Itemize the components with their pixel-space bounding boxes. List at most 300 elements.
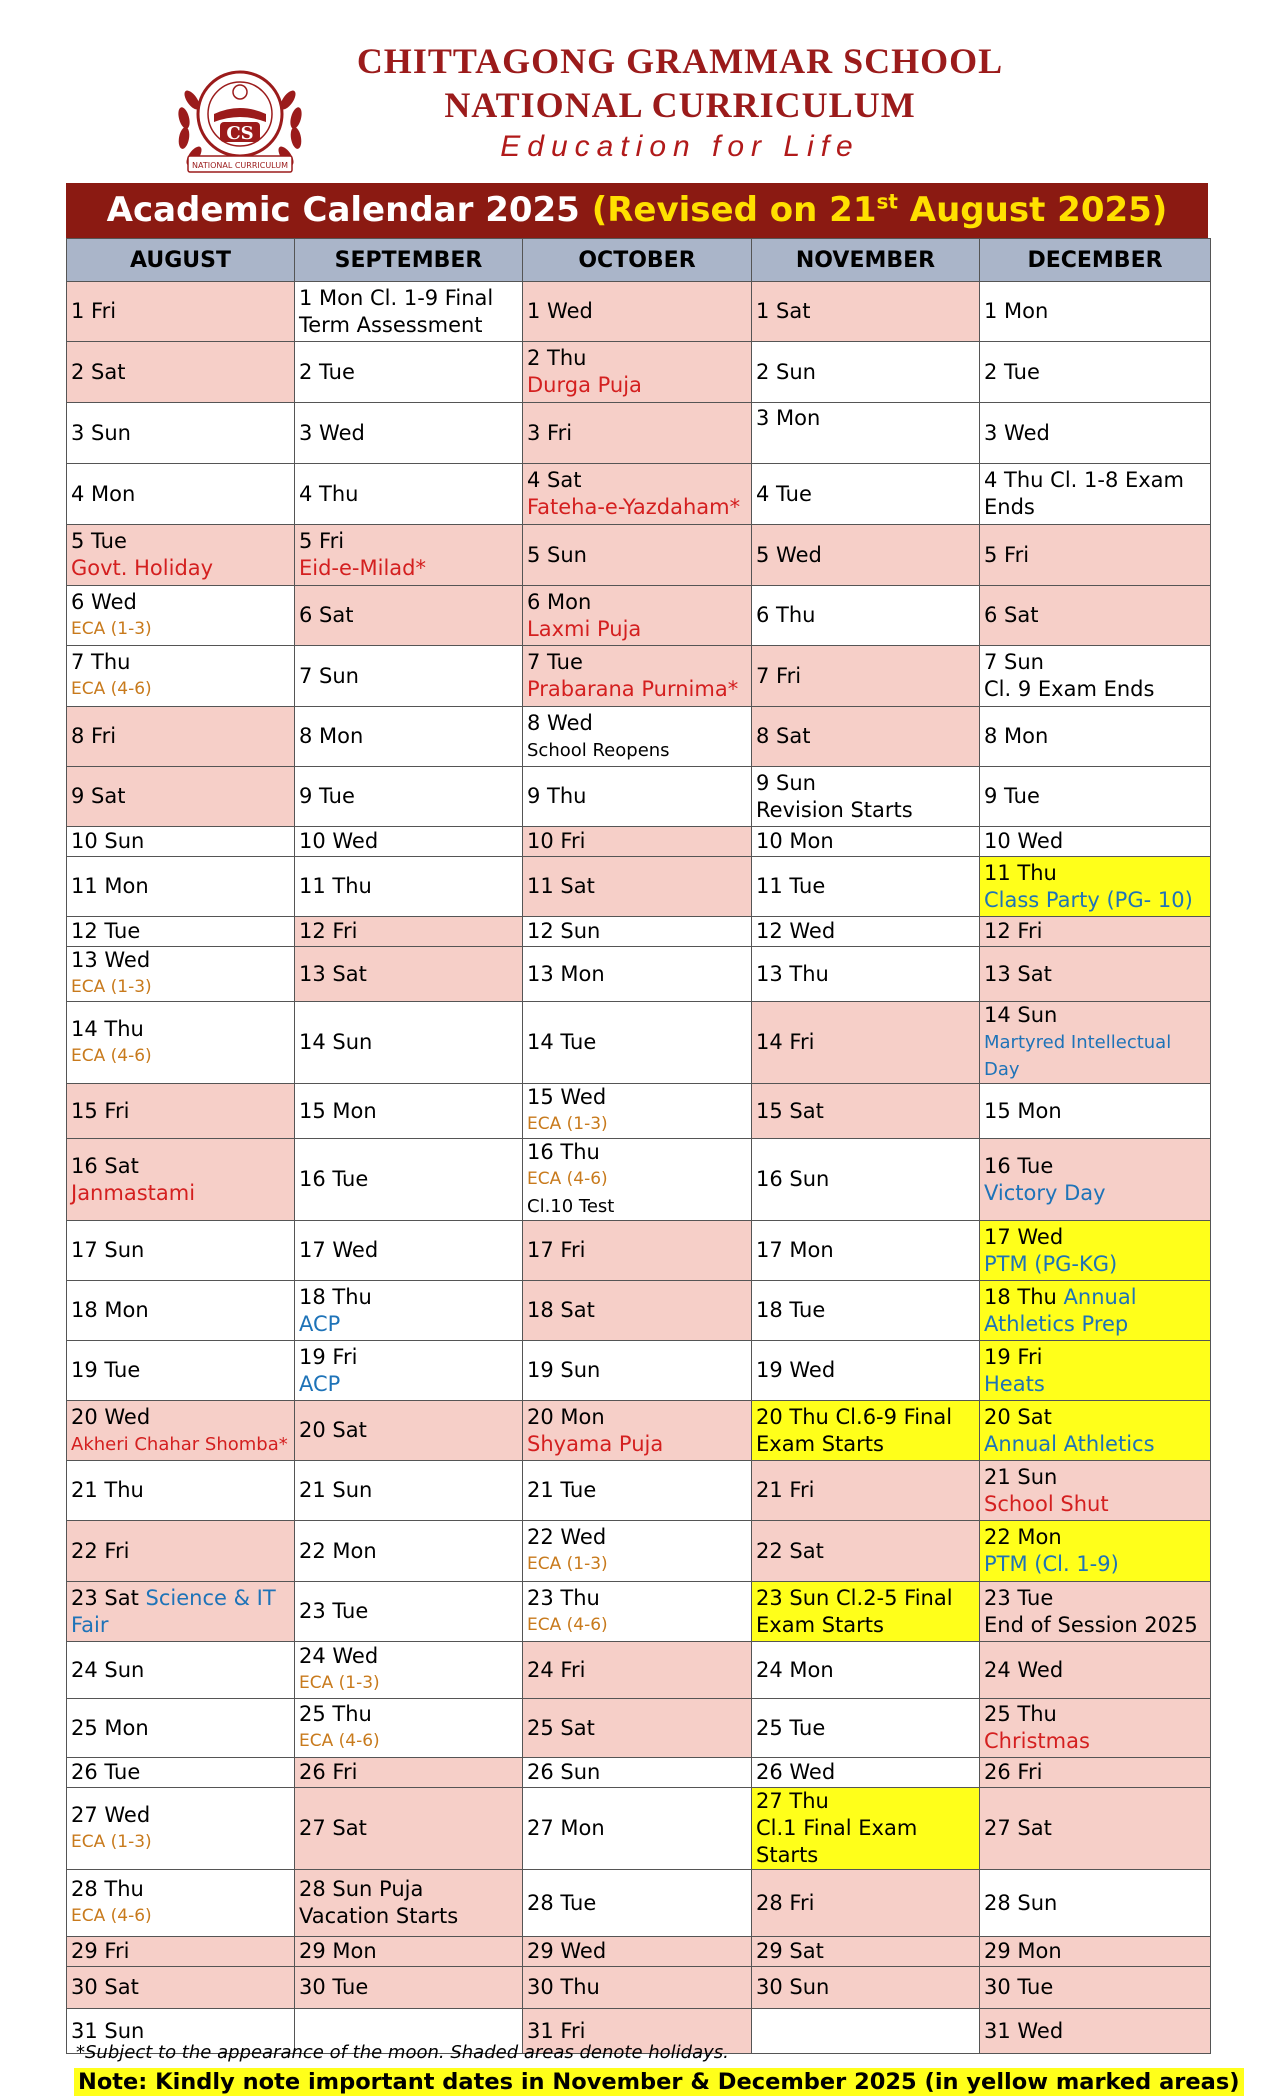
date-label: 10 Wed xyxy=(984,829,1064,853)
calendar-cell-october xyxy=(523,707,752,767)
date-label: 7 Thu xyxy=(71,650,131,674)
calendar-cell-august xyxy=(67,282,295,342)
date-label: 10 Mon xyxy=(756,829,834,853)
calendar-cell-october xyxy=(523,1582,752,1642)
date-label: 19 Sun xyxy=(527,1358,601,1382)
calendar-cell-november xyxy=(752,586,980,646)
date-label: 23 Tue xyxy=(299,1599,369,1623)
date-label: 4 Sat xyxy=(527,468,582,492)
date-label: 7 Tue xyxy=(527,650,583,674)
date-label: 16 Thu xyxy=(527,1140,600,1164)
date-label: 15 Mon xyxy=(984,1098,1062,1123)
calendar-cell-august xyxy=(67,857,295,917)
calendar-row xyxy=(67,586,1211,646)
logo-initials: CS xyxy=(226,123,254,144)
date-label: 3 Fri xyxy=(527,420,573,445)
calendar-cell-september xyxy=(295,525,523,586)
event-note: End of Session 2025 xyxy=(984,1612,1198,1637)
calendar-cell-august xyxy=(67,707,295,767)
calendar-cell-december xyxy=(980,1758,1211,1788)
calendar-row xyxy=(67,403,1211,464)
event-note: Durga Puja xyxy=(527,373,642,397)
date-label: 26 Fri xyxy=(984,1760,1043,1784)
date-label: 10 Fri xyxy=(527,829,586,853)
calendar-cell-december xyxy=(980,342,1211,403)
event-note: Fateha-e-Yazdaham* xyxy=(527,495,741,519)
calendar-cell-september xyxy=(295,857,523,917)
date-label: 30 Tue xyxy=(984,1975,1054,1999)
date-label: 20 Mon xyxy=(527,1404,605,1429)
calendar-row xyxy=(67,342,1211,403)
calendar-row xyxy=(67,947,1211,1002)
calendar-cell-october xyxy=(523,1521,752,1582)
calendar-cell-august xyxy=(67,1281,295,1341)
calendar-cell-october xyxy=(523,1401,752,1461)
calendar-cell-august xyxy=(67,827,295,857)
date-label: 2 Thu xyxy=(527,346,587,370)
date-label: 30 Sat xyxy=(71,1975,139,1999)
date-label: 17 Fri xyxy=(527,1238,586,1262)
date-label: 3 Mon xyxy=(756,406,821,430)
calendar-cell-november xyxy=(752,1582,980,1642)
date-label: 13 Sat xyxy=(984,961,1052,986)
date-label: 20 Thu Cl.6-9 Final Exam Starts xyxy=(756,1404,953,1456)
date-label: 11 Tue xyxy=(756,874,826,898)
calendar-cell-october xyxy=(523,586,752,646)
calendar-cell-september xyxy=(295,1642,523,1699)
date-label: 29 Sat xyxy=(756,1939,824,1963)
calendar-cell-october xyxy=(523,1699,752,1758)
event-note: ECA (4-6) xyxy=(527,1169,608,1189)
calendar-cell-november xyxy=(752,2009,980,2054)
date-label: 8 Mon xyxy=(984,724,1049,748)
calendar-cell-november xyxy=(752,1937,980,1967)
event-note: Cl. 9 Exam Ends xyxy=(984,677,1155,701)
date-label: 1 Mon xyxy=(984,299,1049,323)
calendar-cell-october xyxy=(523,1788,752,1870)
date-label: 6 Thu xyxy=(756,603,816,627)
calendar-cell-november xyxy=(752,1967,980,2009)
event-note: Cl.10 Test xyxy=(527,1196,615,1217)
date-label: 22 Mon xyxy=(299,1538,377,1563)
date-label: 24 Sun xyxy=(71,1657,145,1682)
date-label: 3 Wed xyxy=(984,420,1050,445)
calendar-cell-september xyxy=(295,282,523,342)
date-label: 29 Fri xyxy=(71,1939,130,1963)
calendar-cell-october xyxy=(523,646,752,707)
calendar-cell-november xyxy=(752,1461,980,1521)
calendar-cell-august xyxy=(67,1937,295,1967)
calendar-title: Academic Calendar 2025 xyxy=(106,190,580,230)
calendar-cell-august xyxy=(67,403,295,464)
calendar-cell-october xyxy=(523,1084,752,1139)
date-label: 27 Sat xyxy=(984,1816,1052,1840)
date-label: 17 Wed xyxy=(984,1224,1064,1249)
date-label: 6 Sat xyxy=(984,603,1039,627)
calendar-cell-september xyxy=(295,1401,523,1461)
date-label: 3 Sun xyxy=(71,420,131,445)
date-label: 30 Thu xyxy=(527,1975,600,1999)
date-label: 13 Sat xyxy=(299,961,367,986)
date-label: 8 Fri xyxy=(71,724,117,748)
calendar-cell-december xyxy=(980,1002,1211,1084)
calendar-cell-october xyxy=(523,1281,752,1341)
date-label: 6 Wed xyxy=(71,589,137,614)
date-label: 28 Thu xyxy=(71,1877,144,1901)
calendar-cell-september xyxy=(295,403,523,464)
calendar-cell-december xyxy=(980,282,1211,342)
date-label: 26 Sun xyxy=(527,1760,601,1784)
school-motto: Education for Life xyxy=(500,130,860,163)
calendar-cell-august xyxy=(67,767,295,827)
event-note: Akheri Chahar Shomba* xyxy=(71,1433,288,1455)
calendar-row xyxy=(67,1461,1211,1521)
calendar-cell-september xyxy=(295,1461,523,1521)
calendar-row xyxy=(67,1341,1211,1401)
event-note: Christmas xyxy=(984,1729,1090,1753)
calendar-cell-september xyxy=(295,1758,523,1788)
calendar-cell-september xyxy=(295,586,523,646)
date-label: 15 Wed xyxy=(527,1085,607,1109)
calendar-cell-october xyxy=(523,827,752,857)
calendar-row xyxy=(67,917,1211,947)
date-label: 17 Mon xyxy=(756,1238,834,1262)
calendar-cell-november xyxy=(752,1221,980,1281)
calendar-cell-august xyxy=(67,342,295,403)
date-label: 8 Wed xyxy=(527,710,593,735)
calendar-row xyxy=(67,1221,1211,1281)
date-label: 31 Sun xyxy=(71,2018,145,2043)
calendar-cell-november xyxy=(752,1002,980,1084)
calendar-cell-november xyxy=(752,1139,980,1221)
date-label: 27 Sat xyxy=(299,1816,367,1840)
event-note: ECA (1-3) xyxy=(299,1673,380,1693)
date-label: 21 Tue xyxy=(527,1478,597,1502)
date-label: 2 Sun xyxy=(756,359,816,384)
calendar-cell-november xyxy=(752,403,980,464)
date-label: 6 Mon xyxy=(527,589,592,614)
calendar-cell-october xyxy=(523,1139,752,1221)
calendar-row xyxy=(67,646,1211,707)
date-label: 13 Mon xyxy=(527,961,605,986)
calendar-cell-august xyxy=(67,1461,295,1521)
calendar-cell-august xyxy=(67,1139,295,1221)
calendar-cell-november xyxy=(752,1084,980,1139)
date-label: 9 Sat xyxy=(71,784,126,808)
calendar-cell-september xyxy=(295,1967,523,2009)
event-note: School Shut xyxy=(984,1491,1109,1516)
date-label: 19 Wed xyxy=(756,1358,836,1382)
calendar-row xyxy=(67,282,1211,342)
calendar-cell-august xyxy=(67,1870,295,1937)
date-label: 26 Wed xyxy=(756,1760,836,1784)
event-note: Class Party (PG- 10) xyxy=(984,887,1193,912)
calendar-body xyxy=(67,282,1211,2054)
calendar-cell-november xyxy=(752,1758,980,1788)
calendar-row xyxy=(67,1281,1211,1341)
date-label: 2 Sat xyxy=(71,359,126,384)
calendar-cell-november xyxy=(752,342,980,403)
calendar-cell-december xyxy=(980,1139,1211,1221)
calendar-cell-december xyxy=(980,464,1211,525)
calendar-cell-november xyxy=(752,857,980,917)
date-label xyxy=(984,1285,1137,1309)
date-label: 13 Thu xyxy=(756,961,829,986)
date-label: 22 Sat xyxy=(756,1538,824,1563)
calendar-cell-august xyxy=(67,1582,295,1642)
calendar-cell-december xyxy=(980,707,1211,767)
page-header xyxy=(0,0,1275,180)
calendar-cell-november xyxy=(752,646,980,707)
calendar-cell-september xyxy=(295,1699,523,1758)
date-label: 15 Mon xyxy=(299,1098,377,1123)
month-header: AUGUST xyxy=(67,239,295,282)
calendar-row xyxy=(67,1699,1211,1758)
calendar-row xyxy=(67,1870,1211,1937)
calendar-cell-october xyxy=(523,342,752,403)
date-label: 24 Wed xyxy=(299,1644,379,1668)
event-note: ECA (4-6) xyxy=(71,679,152,699)
event-note: PTM (PG-KG) xyxy=(984,1251,1118,1276)
month-header: NOVEMBER xyxy=(752,239,980,282)
date-label: 12 Fri xyxy=(299,919,358,943)
calendar-row xyxy=(67,707,1211,767)
calendar-row xyxy=(67,1937,1211,1967)
date-label: 4 Tue xyxy=(756,481,812,506)
date-label: 21 Thu xyxy=(71,1478,144,1502)
date-label: 4 Thu Cl. 1-8 Exam Ends xyxy=(984,468,1185,519)
date-label-day: 18 Thu xyxy=(984,1284,1064,1309)
event-note: Martyred Intellectual Day xyxy=(984,1032,1172,1080)
date-label: 28 Tue xyxy=(527,1890,597,1915)
date-label: 10 Sun xyxy=(71,829,145,853)
calendar-cell-december xyxy=(980,1521,1211,1582)
school-name: CHITTAGONG GRAMMAR SCHOOL xyxy=(356,41,1004,81)
revision-note: (Revised on 21st August 2025) xyxy=(591,189,1168,230)
calendar-row xyxy=(67,525,1211,586)
date-label: 20 Sat xyxy=(299,1418,367,1442)
calendar-cell-november xyxy=(752,1870,980,1937)
event-note: Heats xyxy=(984,1371,1045,1396)
calendar-cell-september xyxy=(295,1281,523,1341)
date-label: 2 Tue xyxy=(299,359,355,384)
calendar-cell-november xyxy=(752,707,980,767)
calendar-cell-november xyxy=(752,1699,980,1758)
date-label: 1 Wed xyxy=(527,299,593,323)
calendar-cell-september xyxy=(295,1937,523,1967)
calendar-cell-september xyxy=(295,827,523,857)
date-label: 28 Fri xyxy=(756,1890,815,1915)
calendar-cell-december xyxy=(980,827,1211,857)
calendar-cell-november xyxy=(752,1281,980,1341)
calendar-cell-october xyxy=(523,767,752,827)
event-note: School Reopens xyxy=(527,739,670,761)
date-label: 29 Mon xyxy=(299,1939,377,1963)
calendar-row xyxy=(67,1401,1211,1461)
date-label: 6 Sat xyxy=(299,603,354,627)
calendar-cell-august xyxy=(67,1401,295,1461)
event-note: ACP xyxy=(299,1311,341,1336)
calendar-row xyxy=(67,1139,1211,1221)
date-label: 27 Mon xyxy=(527,1816,605,1840)
date-label: 18 Sat xyxy=(527,1298,595,1322)
date-label: 26 Tue xyxy=(71,1760,141,1784)
calendar-cell-august xyxy=(67,1084,295,1139)
calendar-cell-august xyxy=(67,1788,295,1870)
calendar-row xyxy=(67,857,1211,917)
date-label: 12 Fri xyxy=(984,919,1043,943)
date-label: 31 Fri xyxy=(527,2018,586,2043)
calendar-cell-september xyxy=(295,767,523,827)
date-label: 18 Mon xyxy=(71,1298,149,1322)
date-label: 30 Sun xyxy=(756,1975,830,1999)
date-label: 9 Sun xyxy=(756,770,816,795)
calendar-cell-november xyxy=(752,827,980,857)
calendar-cell-september xyxy=(295,1521,523,1582)
event-note: Shyama Puja xyxy=(527,1431,664,1456)
calendar-row xyxy=(67,1582,1211,1642)
date-label: 21 Sun xyxy=(984,1464,1058,1489)
calendar-cell-august xyxy=(67,586,295,646)
date-label: 12 Sun xyxy=(527,919,601,943)
calendar-cell-august xyxy=(67,646,295,707)
date-label: 1 Fri xyxy=(71,299,117,323)
date-label: 11 Mon xyxy=(71,874,149,898)
calendar-cell-december xyxy=(980,1937,1211,1967)
calendar-cell-december xyxy=(980,1642,1211,1699)
calendar-row xyxy=(67,827,1211,857)
calendar-cell-december xyxy=(980,1967,1211,2009)
date-label: 7 Sun xyxy=(984,650,1044,674)
calendar-cell-october xyxy=(523,1461,752,1521)
date-label: 18 Tue xyxy=(756,1298,826,1322)
calendar-cell-november xyxy=(752,282,980,342)
date-label: 29 Mon xyxy=(984,1939,1062,1963)
date-label: 1 Sat xyxy=(756,299,811,323)
calendar-cell-december xyxy=(980,1582,1211,1642)
calendar-cell-october xyxy=(523,1758,752,1788)
date-label: 12 Tue xyxy=(71,919,141,943)
date-label: 2 Tue xyxy=(984,359,1040,384)
date-label: 23 Sat xyxy=(71,1585,139,1610)
calendar-cell-october xyxy=(523,917,752,947)
date-label: 22 Fri xyxy=(71,1538,130,1563)
date-label: 13 Wed xyxy=(71,948,151,972)
calendar-cell-december xyxy=(980,767,1211,827)
calendar-cell-august xyxy=(67,1699,295,1758)
academic-calendar-table xyxy=(66,238,1211,2054)
date-label: 31 Wed xyxy=(984,2018,1064,2043)
school-crest-logo xyxy=(170,52,310,187)
curriculum-name: NATIONAL CURRICULUM xyxy=(444,85,916,125)
event-note: ECA (4-6) xyxy=(299,1731,380,1751)
calendar-cell-november xyxy=(752,464,980,525)
calendar-cell-august xyxy=(67,947,295,1002)
calendar-cell-december xyxy=(980,2009,1211,2054)
event-note: ECA (4-6) xyxy=(527,1614,608,1635)
calendar-cell-november xyxy=(752,1521,980,1582)
calendar-cell-december xyxy=(980,1341,1211,1401)
calendar-cell-november xyxy=(752,947,980,1002)
calendar-cell-october xyxy=(523,1642,752,1699)
logo-ring-text: NATIONAL CURRICULUM xyxy=(191,161,289,170)
calendar-cell-december xyxy=(980,1221,1211,1281)
calendar-cell-october xyxy=(523,403,752,464)
date-label: 25 Sat xyxy=(527,1715,595,1740)
calendar-cell-december xyxy=(980,1870,1211,1937)
calendar-row xyxy=(67,1758,1211,1788)
date-label: 5 Wed xyxy=(756,542,822,567)
calendar-cell-december xyxy=(980,586,1211,646)
calendar-cell-august xyxy=(67,1221,295,1281)
date-label: 7 Fri xyxy=(756,663,802,688)
calendar-cell-september xyxy=(295,947,523,1002)
calendar-cell-august xyxy=(67,917,295,947)
date-label: 22 Wed xyxy=(527,1525,607,1549)
date-label: 18 Thu xyxy=(299,1284,372,1309)
date-label: 4 Thu xyxy=(299,481,359,506)
date-label: 25 Mon xyxy=(71,1715,149,1740)
calendar-cell-september xyxy=(295,646,523,707)
calendar-cell-november xyxy=(752,1401,980,1461)
calendar-cell-october xyxy=(523,525,752,586)
date-label: 14 Thu xyxy=(71,1016,144,1041)
calendar-cell-october xyxy=(523,1937,752,1967)
event-note: ACP xyxy=(299,1371,341,1396)
date-label: 8 Sat xyxy=(756,724,811,748)
event-note: ECA (1-3) xyxy=(71,1831,152,1852)
event-note: ECA (4-6) xyxy=(71,1906,152,1926)
calendar-cell-august xyxy=(67,1642,295,1699)
date-label: 24 Mon xyxy=(756,1657,834,1682)
calendar-cell-november xyxy=(752,1642,980,1699)
date-label: 24 Wed xyxy=(984,1657,1064,1682)
date-label: 11 Sat xyxy=(527,874,595,898)
date-label: 14 Sun xyxy=(299,1030,373,1054)
calendar-cell-september xyxy=(295,1582,523,1642)
calendar-cell-december xyxy=(980,1401,1211,1461)
calendar-row xyxy=(67,1084,1211,1139)
date-label: 22 Mon xyxy=(984,1525,1062,1549)
date-label: 24 Fri xyxy=(527,1657,586,1682)
event-note: ECA (1-3) xyxy=(527,1114,608,1134)
date-label: 5 Fri xyxy=(984,542,1030,567)
date-label: 10 Wed xyxy=(299,829,379,853)
date-label: 9 Thu xyxy=(527,784,587,808)
date-label: 14 Fri xyxy=(756,1030,815,1054)
calendar-cell-december xyxy=(980,857,1211,917)
date-label: 4 Mon xyxy=(71,481,136,506)
date-label: 15 Fri xyxy=(71,1098,130,1123)
date-label: 23 Thu xyxy=(527,1585,600,1610)
date-label: 11 Thu xyxy=(299,874,372,898)
date-label: 28 Sun Puja Vacation Starts xyxy=(299,1877,459,1928)
calendar-cell-september xyxy=(295,1139,523,1221)
date-label: 7 Sun xyxy=(299,663,359,688)
date-label: 14 Sun xyxy=(984,1003,1058,1027)
calendar-cell-november xyxy=(752,525,980,586)
date-label: 19 Fri xyxy=(299,1344,358,1369)
date-label: 5 Fri xyxy=(299,529,345,553)
date-label: 16 Sun xyxy=(756,1167,830,1191)
month-header: DECEMBER xyxy=(980,239,1211,282)
calendar-cell-november xyxy=(752,767,980,827)
date-label: 23 Sun Cl.2-5 Final Exam Starts xyxy=(756,1585,953,1637)
calendar-cell-august xyxy=(67,1521,295,1582)
event-note: Janmastami xyxy=(71,1180,196,1205)
calendar-cell-september xyxy=(295,1221,523,1281)
calendar-cell-december xyxy=(980,1281,1211,1341)
